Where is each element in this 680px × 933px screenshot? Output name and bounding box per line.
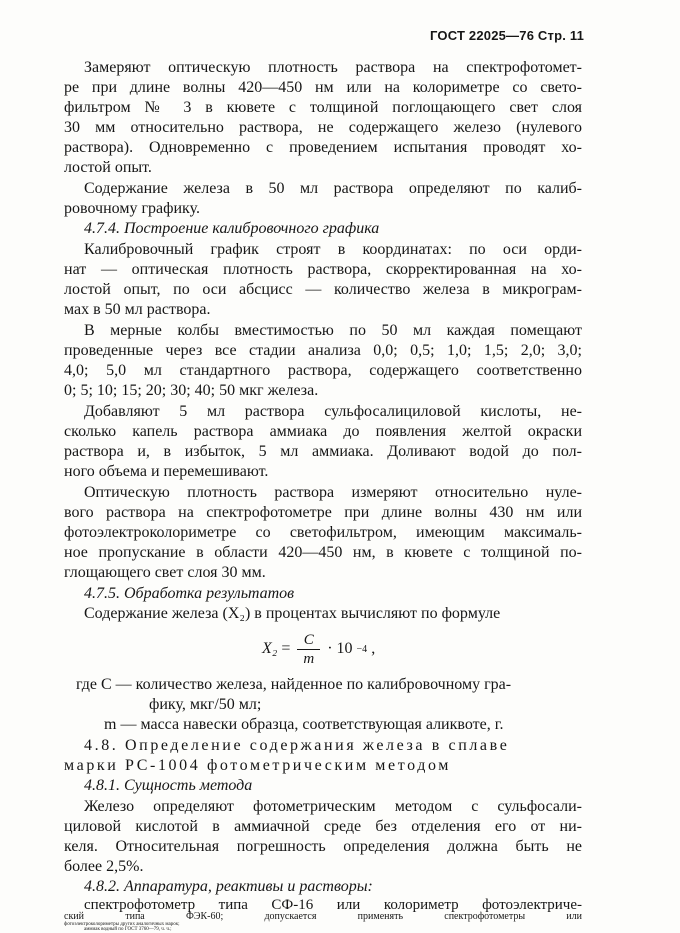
section-heading: 4.8.2. Аппаратура, реактивы и растворы: bbox=[84, 878, 373, 895]
text-line: проведенные через все стадии анализа 0,0; 0,5; 1,0; 1,5; 2,0; 3,0; bbox=[64, 342, 582, 359]
section-heading: 4.7.4. Построение калибровочного графика bbox=[84, 220, 380, 237]
text-line: циловой кислотой в аммиачной среде без отделения его от ни- bbox=[64, 818, 582, 835]
section-heading: 4.8. Определение содержания железа в сплаве bbox=[84, 737, 510, 754]
text-line: нат — оптическая плотность раствора, скорректированная на хо- bbox=[64, 261, 582, 278]
text-line: фильтром № 3 в кювете с толщиной поглощающего свет слоя bbox=[64, 99, 582, 116]
text-line: Добавляют 5 мл раствора сульфосалициловой кислоты, не- bbox=[84, 403, 582, 420]
text-line: келя. Относительная погрешность определения должна быть не bbox=[64, 838, 582, 855]
formula-denominator: m bbox=[303, 650, 315, 667]
text-line: ский типа ФЭК-60; допускается применять спектрофотометры или bbox=[64, 911, 582, 922]
text-line: мах в 50 мл раствора. bbox=[64, 301, 211, 318]
text-line: глощающего свет слоя 30 мм. bbox=[64, 564, 266, 581]
formula-multiplier: · 10 bbox=[327, 640, 353, 657]
formula-lhs: X₂ bbox=[262, 640, 278, 657]
text-line: 0; 5; 10; 15; 20; 30; 40; 50 мкг железа. bbox=[64, 382, 319, 399]
text-line: Содержание железа (X₂) в процентах вычисляют по формуле bbox=[84, 605, 501, 622]
text-line: Содержание железа в 50 мл раствора определяют по калиб- bbox=[84, 180, 582, 197]
text-line: спектрофотометр типа СФ-16 или колориметр фотоэлектриче- bbox=[84, 897, 582, 913]
text-line: 30 мм относительно раствора, не содержащего железо (нулевого bbox=[64, 119, 582, 136]
section-heading: 4.8.1. Сущность метода bbox=[84, 777, 253, 794]
text-line: Замеряют оптическую плотность раствора на спектрофотомет- bbox=[84, 59, 582, 76]
text-line: фотоэлектроколориметре со светофильтром, имеющим максималь- bbox=[64, 524, 582, 541]
text-line: Калибровочный график строят в координатах: по оси орди- bbox=[84, 241, 582, 258]
text-line: лостой опыт, по оси абсцисс — количество железа в микрограм- bbox=[64, 281, 582, 298]
text-line: раствора). Одновременно с проведением испытания проводят хо- bbox=[64, 139, 582, 156]
text-line: сколько капель раствора аммиака до появления желтой окраски bbox=[64, 423, 582, 440]
fraction-bar bbox=[297, 649, 320, 650]
formula-exponent: −4 bbox=[356, 643, 368, 655]
text-line: аммиак водный по ГОСТ 3760—79, ч. ч.; bbox=[84, 927, 172, 932]
formula bbox=[262, 627, 375, 671]
text-line: Оптическую плотность раствора измеряют относительно нуле- bbox=[84, 484, 582, 501]
formula-numerator: C bbox=[303, 631, 314, 648]
text-line: фику, мкг/50 мл; bbox=[149, 696, 262, 713]
page-header: ГОСТ 22025—76 Стр. 11 bbox=[429, 28, 584, 43]
text-line: ре при длине волны 420—450 нм или на колориметре со свето- bbox=[64, 79, 582, 96]
formula-end: , bbox=[371, 640, 376, 657]
text-line: m — масса навески образца, соответствующая аликвоте, г. bbox=[104, 716, 504, 733]
text-line: раствора и, в избыток, 5 мл аммиака. Доливают водой до пол- bbox=[64, 443, 582, 460]
text-line: 4,0; 5,0 мл стандартного раствора, содержащего соответственно bbox=[64, 362, 582, 379]
formula-equals: = bbox=[281, 640, 291, 657]
text-line: Железо определяют фотометрическим методом с сульфосали- bbox=[84, 798, 582, 815]
section-heading: марки РС-1004 фотометрическим методом bbox=[64, 757, 451, 774]
text-line: где C — количество железа, найденное по калибровочному гра- bbox=[76, 676, 512, 693]
text-line: более 2,5%. bbox=[64, 858, 144, 875]
text-line: ного объема и перемешивают. bbox=[64, 463, 269, 480]
formula-fraction bbox=[297, 632, 320, 667]
text-line: ное пропускание в области 420—450 нм, в кювете с толщиной по- bbox=[64, 544, 582, 561]
text-line: лостой опыт. bbox=[64, 159, 152, 176]
text-line: вого раствора на спектрофотометре при длине волны 430 нм или bbox=[64, 504, 582, 521]
section-heading: 4.7.5. Обработка результатов bbox=[84, 585, 295, 602]
text-line: фотоэлектроколориметры других аналогичных марок; bbox=[64, 922, 180, 927]
text-line: ровочному графику. bbox=[64, 200, 200, 217]
text-line: В мерные колбы вместимостью по 50 мл каждая помещают bbox=[84, 322, 582, 339]
